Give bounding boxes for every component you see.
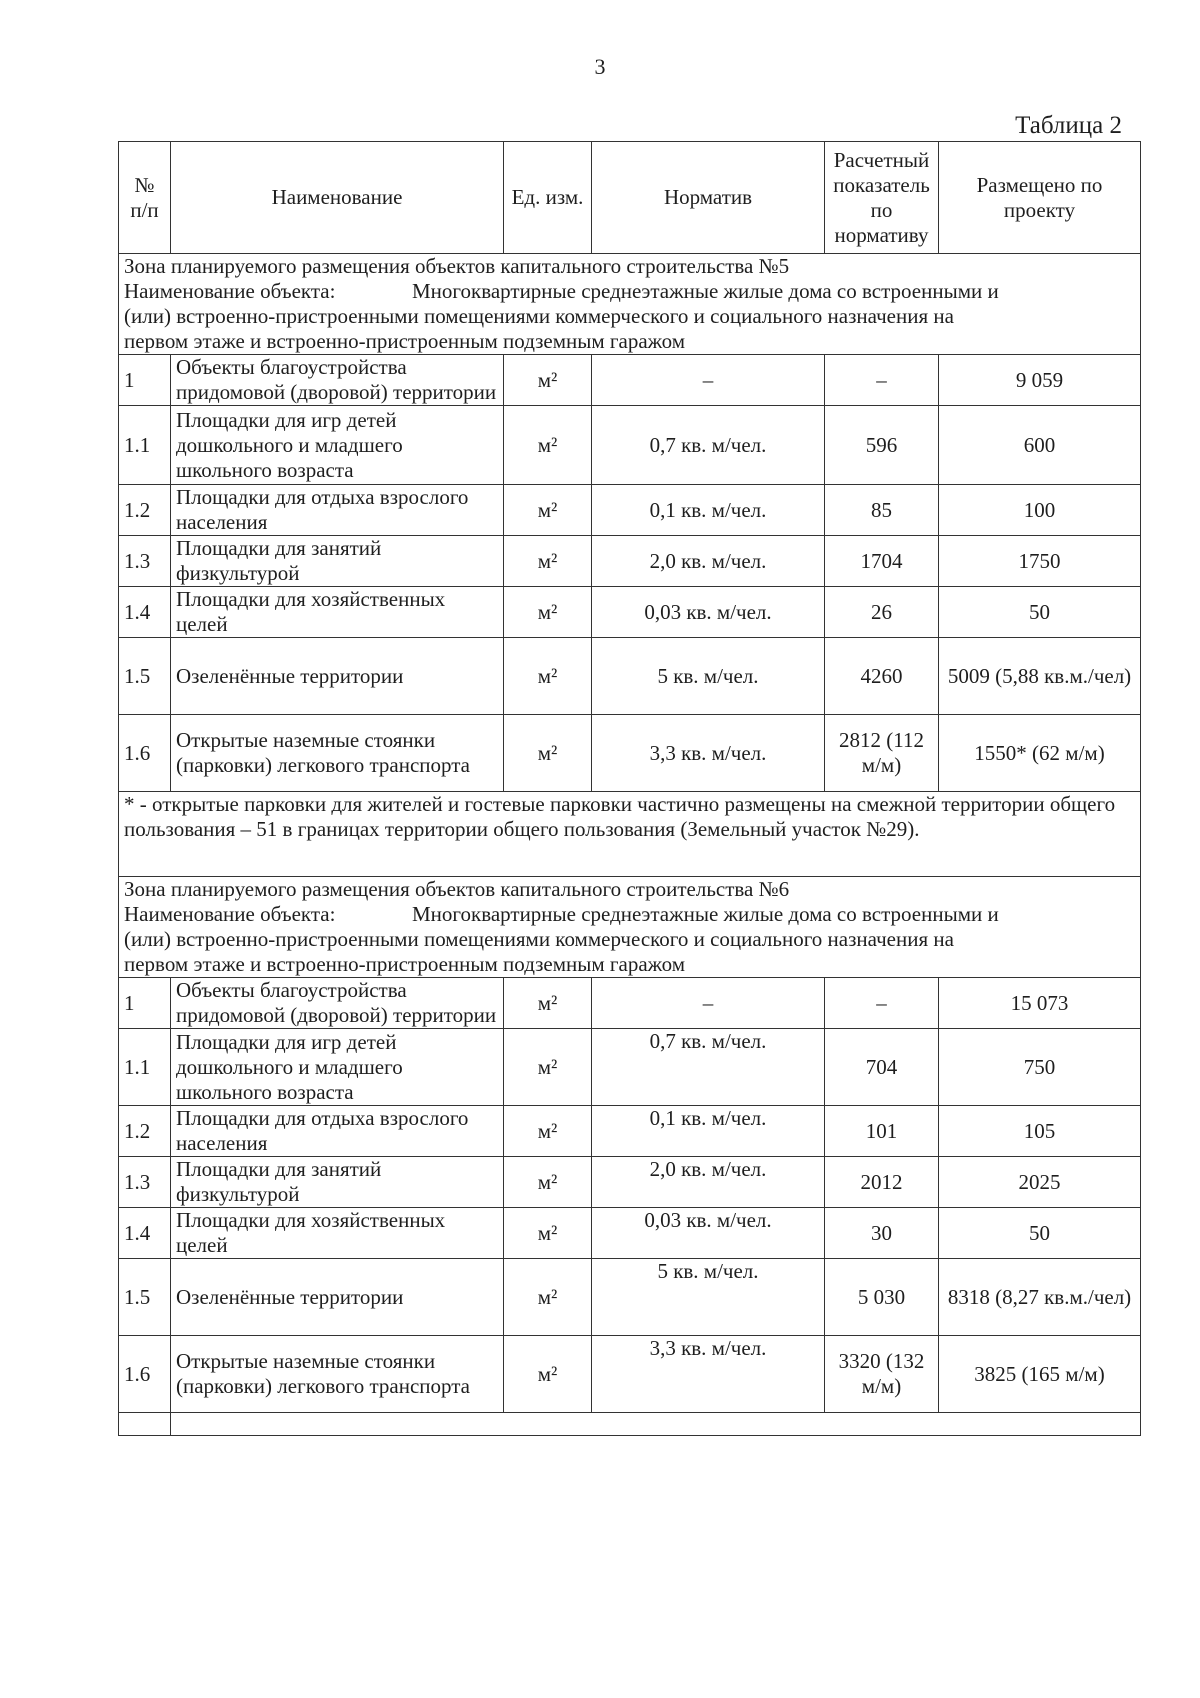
- blank-cell-rest: [171, 1413, 1141, 1436]
- row-placed: 8318 (8,27 кв.м./чел): [939, 1259, 1141, 1336]
- zone5-object-line3: первом этаже и встроенно-пристроенным подземным гаражом: [124, 329, 686, 353]
- row-placed: 3825 (165 м/м): [939, 1336, 1141, 1413]
- row-name: Площадки для занятий физкультурой: [171, 1157, 504, 1208]
- zone6-title: Зона планируемого размещения объектов капитального строительства №6: [124, 877, 790, 901]
- row-norm: 0,03 кв. м/чел.: [592, 1208, 825, 1259]
- row-calculated: 26: [825, 587, 939, 638]
- table-row: [119, 355, 1141, 406]
- table-row: [119, 1106, 1141, 1157]
- zone5-description: [119, 254, 1141, 355]
- row-placed: 750: [939, 1029, 1141, 1106]
- row-name: Объекты благоустройства придомовой (дворовой) территории: [171, 978, 504, 1029]
- row-norm: 3,3 кв. м/чел.: [592, 1336, 825, 1413]
- row-norm: 0,7 кв. м/чел.: [592, 406, 825, 485]
- table-row: [119, 1336, 1141, 1413]
- table-row: [119, 638, 1141, 715]
- row-number: 1.5: [119, 638, 171, 715]
- header-name: Наименование: [171, 142, 504, 254]
- row-name: Площадки для отдыха взрослого населения: [171, 485, 504, 536]
- zone5-note-section: [119, 792, 1141, 877]
- row-calculated: 101: [825, 1106, 939, 1157]
- row-number: 1.2: [119, 1106, 171, 1157]
- row-unit: м²: [504, 355, 592, 406]
- row-number: 1.6: [119, 1336, 171, 1413]
- row-norm: 2,0 кв. м/чел.: [592, 536, 825, 587]
- row-norm: 3,3 кв. м/чел.: [592, 715, 825, 792]
- row-number: 1.3: [119, 1157, 171, 1208]
- zone6-object-line3: первом этаже и встроенно-пристроенным подземным гаражом: [124, 952, 686, 976]
- row-calculated: 4260: [825, 638, 939, 715]
- table-row: [119, 536, 1141, 587]
- row-unit: м²: [504, 1259, 592, 1336]
- row-number: 1.2: [119, 485, 171, 536]
- row-unit: м²: [504, 715, 592, 792]
- row-unit: м²: [504, 587, 592, 638]
- row-calculated: 30: [825, 1208, 939, 1259]
- table-caption: Таблица 2: [1015, 112, 1122, 139]
- zone6-title-row: [119, 877, 1141, 978]
- row-name: Площадки для игр детей дошкольного и младшего школьного возраста: [171, 406, 504, 485]
- table-row: [119, 587, 1141, 638]
- zone6-object-line2: (или) встроенно-пристроенными помещениями коммерческого и социального назначения на: [124, 927, 954, 951]
- row-number: 1: [119, 355, 171, 406]
- row-name: Объекты благоустройства придомовой (дворовой) территории: [171, 355, 504, 406]
- row-number: 1: [119, 978, 171, 1029]
- table-row: [119, 1157, 1141, 1208]
- table-row: [119, 1259, 1141, 1336]
- row-number: 1.4: [119, 587, 171, 638]
- row-placed: 600: [939, 406, 1141, 485]
- zone5-title: Зона планируемого размещения объектов капитального строительства №5: [124, 254, 790, 278]
- table-row: [119, 1208, 1141, 1259]
- row-placed: 15 073: [939, 978, 1141, 1029]
- row-calculated: 2812 (112 м/м): [825, 715, 939, 792]
- row-placed: 2025: [939, 1157, 1141, 1208]
- row-norm: 0,1 кв. м/чел.: [592, 485, 825, 536]
- row-unit: м²: [504, 1208, 592, 1259]
- row-norm: 5 кв. м/чел.: [592, 638, 825, 715]
- row-name: Площадки для игр детей дошкольного и младшего школьного возраста: [171, 1029, 504, 1106]
- row-number: 1.4: [119, 1208, 171, 1259]
- row-unit: м²: [504, 485, 592, 536]
- row-name: Открытые наземные стоянки (парковки) легкового транспорта: [171, 715, 504, 792]
- header-calc: Расчетный показатель по нормативу: [825, 142, 939, 254]
- table-row: [119, 1029, 1141, 1106]
- row-number: 1.3: [119, 536, 171, 587]
- header-num: № п/п: [119, 142, 171, 254]
- zone5-note-text: * - открытые парковки для жителей и гостевые парковки частично размещены на смежной территории общего пользования – 51 в границах территории общего пользования (Земельный участок №29).: [124, 792, 1116, 841]
- table-row: [119, 485, 1141, 536]
- row-unit: м²: [504, 978, 592, 1029]
- table-row: [119, 978, 1141, 1029]
- row-name: Площадки для отдыха взрослого населения: [171, 1106, 504, 1157]
- row-calculated: 596: [825, 406, 939, 485]
- row-unit: м²: [504, 536, 592, 587]
- table-row: [119, 406, 1141, 485]
- row-calculated: 2012: [825, 1157, 939, 1208]
- row-calculated: 3320 (132 м/м): [825, 1336, 939, 1413]
- row-calculated: 5 030: [825, 1259, 939, 1336]
- row-name: Площадки для занятий физкультурой: [171, 536, 504, 587]
- blank-row: [119, 1413, 1141, 1436]
- row-placed: 50: [939, 587, 1141, 638]
- table-row: [119, 715, 1141, 792]
- zone5-section: [119, 254, 1141, 792]
- row-number: 1.5: [119, 1259, 171, 1336]
- row-placed: 5009 (5,88 кв.м./чел): [939, 638, 1141, 715]
- zone6-description: [119, 877, 1141, 978]
- row-placed: 100: [939, 485, 1141, 536]
- row-calculated: –: [825, 978, 939, 1029]
- zone6-object-line1: Многоквартирные среднеэтажные жилые дома со встроенными и: [412, 902, 999, 926]
- row-unit: м²: [504, 406, 592, 485]
- row-norm: 0,1 кв. м/чел.: [592, 1106, 825, 1157]
- row-norm: 0,7 кв. м/чел.: [592, 1029, 825, 1106]
- row-placed: 105: [939, 1106, 1141, 1157]
- row-placed: 50: [939, 1208, 1141, 1259]
- row-name: Площадки для хозяйственных целей: [171, 1208, 504, 1259]
- row-norm: –: [592, 978, 825, 1029]
- zone5-note-row: [119, 792, 1141, 877]
- norms-table: [118, 141, 1141, 1436]
- row-norm: 5 кв. м/чел.: [592, 1259, 825, 1336]
- table-end-section: [119, 1413, 1141, 1436]
- row-calculated: 704: [825, 1029, 939, 1106]
- row-unit: м²: [504, 1157, 592, 1208]
- row-number: 1.1: [119, 1029, 171, 1106]
- row-norm: 0,03 кв. м/чел.: [592, 587, 825, 638]
- row-calculated: –: [825, 355, 939, 406]
- zone5-title-row: [119, 254, 1141, 355]
- row-norm: –: [592, 355, 825, 406]
- row-name: Открытые наземные стоянки (парковки) легкового транспорта: [171, 1336, 504, 1413]
- header-norm: Норматив: [592, 142, 825, 254]
- zone6-object-label: Наименование объекта:: [124, 902, 336, 926]
- zone5-note: [119, 792, 1141, 877]
- row-placed: 9 059: [939, 355, 1141, 406]
- row-name: Озеленённые территории: [171, 1259, 504, 1336]
- row-calculated: 85: [825, 485, 939, 536]
- row-calculated: 1704: [825, 536, 939, 587]
- header-row: [119, 142, 1141, 254]
- zone5-object-line2: (или) встроенно-пристроенными помещениями коммерческого и социального назначения на: [124, 304, 954, 328]
- page-number: 3: [594, 54, 606, 79]
- row-name: Озеленённые территории: [171, 638, 504, 715]
- row-number: 1.6: [119, 715, 171, 792]
- row-name: Площадки для хозяйственных целей: [171, 587, 504, 638]
- row-placed: 1550* (62 м/м): [939, 715, 1141, 792]
- header-unit: Ед. изм.: [504, 142, 592, 254]
- zone6-section: [119, 877, 1141, 1413]
- row-number: 1.1: [119, 406, 171, 485]
- row-unit: м²: [504, 1029, 592, 1106]
- row-unit: м²: [504, 1336, 592, 1413]
- header-placed: Размещено по проекту: [939, 142, 1141, 254]
- zone5-object-label: Наименование объекта:: [124, 279, 336, 303]
- zone5-object-line1: Многоквартирные среднеэтажные жилые дома со встроенными и: [412, 279, 999, 303]
- blank-cell-num: [119, 1413, 171, 1436]
- row-unit: м²: [504, 1106, 592, 1157]
- row-unit: м²: [504, 638, 592, 715]
- row-norm: 2,0 кв. м/чел.: [592, 1157, 825, 1208]
- row-placed: 1750: [939, 536, 1141, 587]
